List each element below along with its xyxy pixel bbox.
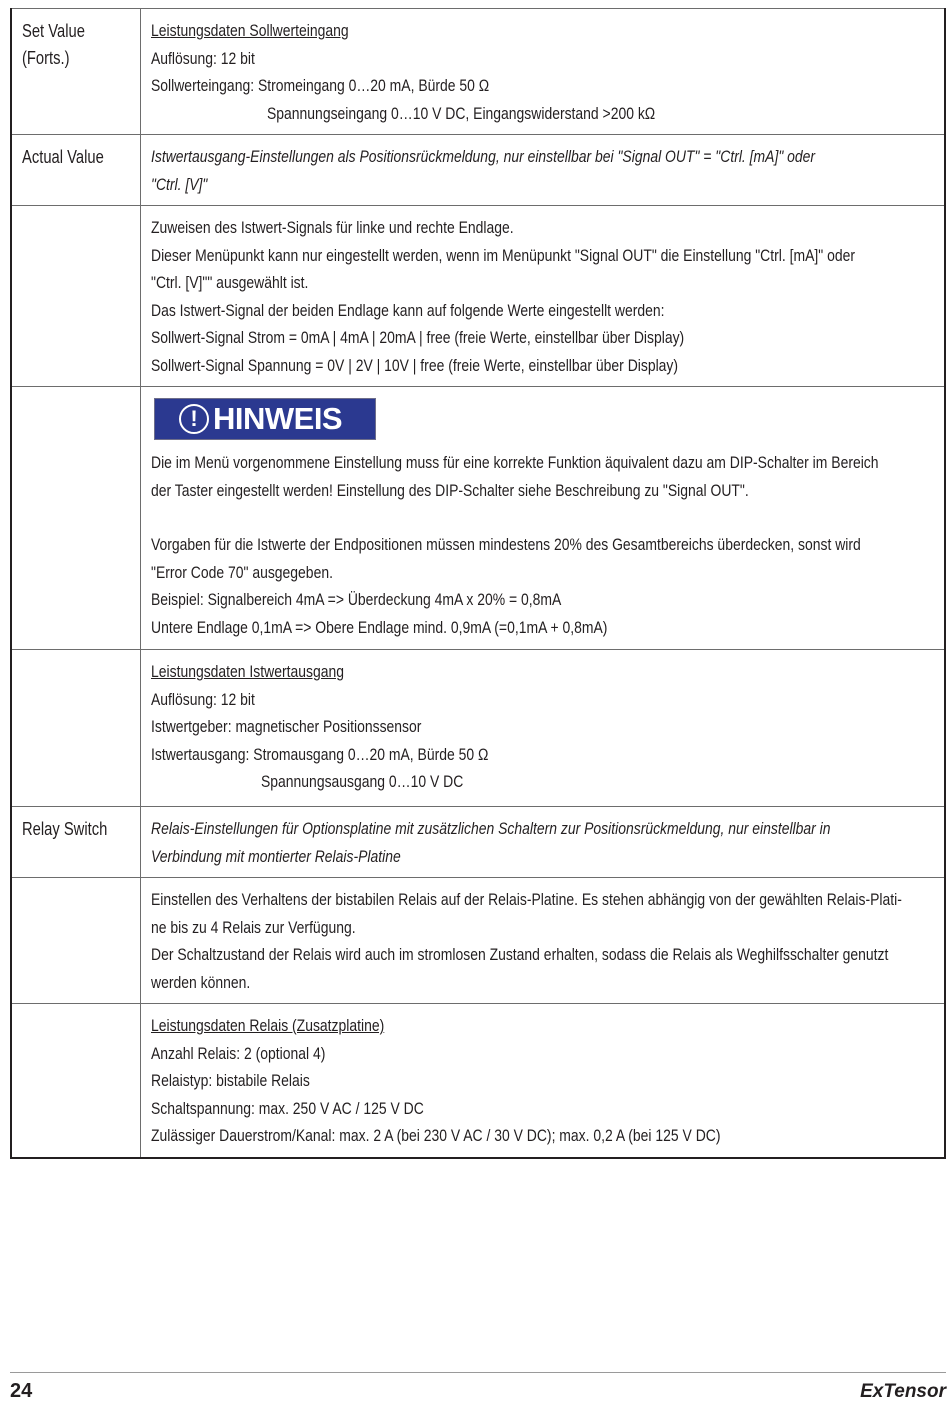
note-line: Beispiel: Signalbereich 4mA => Überdeckung 4mA x 20% = 0,8mA xyxy=(151,590,562,609)
row-content-cell xyxy=(141,9,946,135)
text-line: Anzahl Relais: 2 (optional 4) xyxy=(151,1043,326,1063)
row-label: Relay Switch xyxy=(22,819,108,839)
row-content-cell xyxy=(141,387,946,650)
intro-text: Verbindung mit montierter Relais-Platine xyxy=(151,846,401,866)
row-label-cell xyxy=(11,135,141,206)
text-line: Sollwert-Signal Spannung = 0V | 2V | 10V | free (freie Werte, einstellbar über Display) xyxy=(151,355,679,375)
text-line: Istwertgeber: magnetischer Positionssensor xyxy=(151,717,422,736)
text-line: Dieser Menüpunkt kann nur eingestellt werden, wenn im Menüpunkt "Signal OUT" die Einstellung "Ctrl. [mA]" oder xyxy=(151,245,855,265)
row-label: Actual Value xyxy=(22,147,104,167)
note-line: "Error Code 70" ausgegeben. xyxy=(151,562,333,582)
text-line: Zulässiger Dauerstrom/Kanal: max. 2 A (bei 230 V AC / 30 V DC); max. 0,2 A (bei 125 V DC) xyxy=(151,1126,721,1145)
row-content-cell xyxy=(141,1004,946,1158)
note-line: Die im Menü vorgenommene Einstellung muss für eine korrekte Funktion äquivalent dazu am DIP-Schalter im Bereich xyxy=(151,453,879,472)
page-number: 24 xyxy=(10,1380,33,1402)
text-line: Istwertausgang: Stromausgang 0…20 mA, Bürde 50 Ω xyxy=(151,744,489,764)
intro-text: "Ctrl. [V]" xyxy=(151,174,208,194)
note-line: der Taster eingestellt werden! Einstellung des DIP-Schalter siehe Beschreibung zu "Signal OUT". xyxy=(151,480,749,500)
row-content-cell xyxy=(141,135,946,206)
table-row xyxy=(11,387,945,650)
hinweis-banner xyxy=(154,398,376,440)
hinweis-label: HINWEIS xyxy=(213,401,343,437)
text-line: werden können. xyxy=(151,972,251,992)
table-row xyxy=(11,1004,945,1158)
row-content-cell xyxy=(141,878,946,1004)
text-line: Spannungsausgang 0…10 V DC xyxy=(261,772,464,791)
intro-text: Istwertausgang-Einstellungen als Positionsrückmeldung, nur einstellbar bei "Signal OUT" = "Ctrl. [mA]" oder xyxy=(151,147,816,166)
text-line: Auflösung: 12 bit xyxy=(151,48,255,68)
table-row xyxy=(11,206,945,387)
row-label-cell xyxy=(11,807,141,878)
footer-brand: ExTensor xyxy=(860,1381,946,1402)
parameter-table xyxy=(10,8,946,1159)
text-line: Relaistyp: bistabile Relais xyxy=(151,1071,310,1090)
row-label-cell xyxy=(11,878,141,1004)
section-heading: Leistungsdaten Sollwerteingang xyxy=(151,21,349,40)
text-line: ne bis zu 4 Relais zur Verfügung. xyxy=(151,917,356,937)
text-line: "Ctrl. [V]"" ausgewählt ist. xyxy=(151,273,309,292)
text-line: Spannungseingang 0…10 V DC, Eingangswiderstand >200 kΩ xyxy=(267,103,656,123)
section-heading: Leistungsdaten Istwertausgang xyxy=(151,662,344,681)
text-line: Einstellen des Verhaltens der bistabilen Relais auf der Relais-Platine. Es stehen abhängig von der gewählten Relais-Plati- xyxy=(151,890,902,909)
footer-divider xyxy=(10,1372,946,1373)
text-line: Sollwerteingang: Stromeingang 0…20 mA, Bürde 50 Ω xyxy=(151,76,490,95)
table-row xyxy=(11,650,945,807)
row-label-cell xyxy=(11,650,141,807)
note-line: Vorgaben für die Istwerte der Endpositionen müssen mindestens 20% des Gesamtbereichs überdecken, sonst wird xyxy=(151,535,861,554)
warning-icon: ! xyxy=(179,404,209,434)
intro-text: Relais-Einstellungen für Optionsplatine mit zusätzlichen Schaltern zur Positionsrückmeldung, nur einstellbar in xyxy=(151,819,831,838)
row-label: Set Value xyxy=(22,21,85,41)
table-row xyxy=(11,135,945,206)
text-line: Der Schaltzustand der Relais wird auch im stromlosen Zustand erhalten, sodass die Relais als Weghilfsschalter genutzt xyxy=(151,945,889,964)
text-line: Zuweisen des Istwert-Signals für linke und rechte Endlage. xyxy=(151,218,514,237)
table-row xyxy=(11,9,945,135)
row-content-cell xyxy=(141,206,946,387)
text-line: Sollwert-Signal Strom = 0mA | 4mA | 20mA | free (freie Werte, einstellbar über Display) xyxy=(151,328,685,347)
row-label-cell xyxy=(11,387,141,650)
row-content-cell xyxy=(141,650,946,807)
text-line: Das Istwert-Signal der beiden Endlage kann auf folgende Werte eingestellt werden: xyxy=(151,300,665,320)
note-line: Untere Endlage 0,1mA => Obere Endlage mind. 0,9mA (=0,1mA + 0,8mA) xyxy=(151,617,608,637)
row-content-cell xyxy=(141,807,946,878)
text-line: Schaltspannung: max. 250 V AC / 125 V DC xyxy=(151,1098,424,1118)
row-label-cell xyxy=(11,206,141,387)
row-label-cell xyxy=(11,1004,141,1158)
row-label-cont: (Forts.) xyxy=(22,48,70,68)
row-label-cell xyxy=(11,9,141,135)
section-heading: Leistungsdaten Relais (Zusatzplatine) xyxy=(151,1016,385,1035)
table-row xyxy=(11,807,945,878)
text-line: Auflösung: 12 bit xyxy=(151,689,255,709)
table-row xyxy=(11,878,945,1004)
